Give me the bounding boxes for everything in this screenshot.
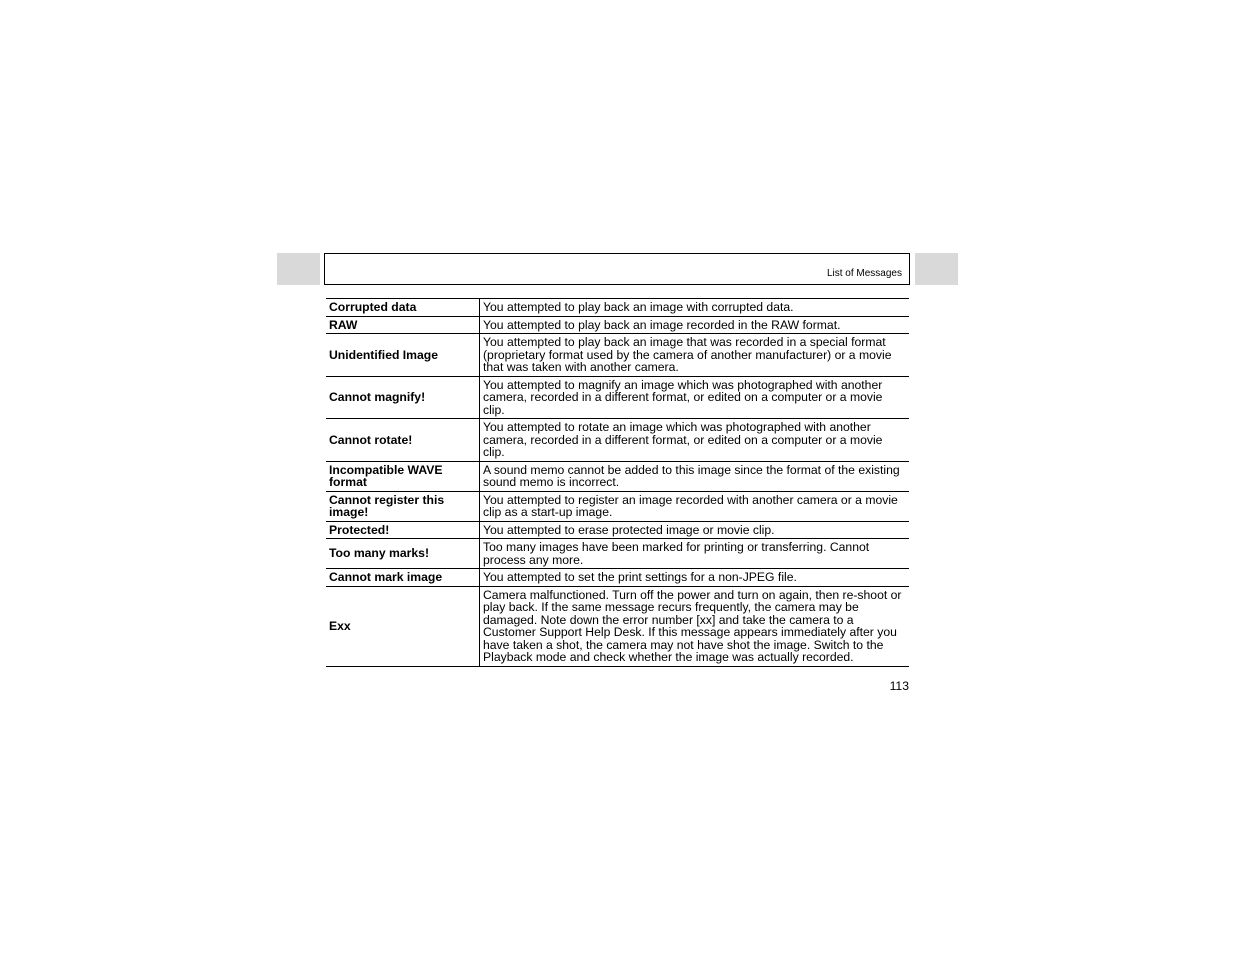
message-name: Cannot rotate! [326, 419, 480, 462]
message-description: You attempted to erase protected image or movie clip. [480, 521, 910, 539]
message-description: You attempted to play back an image with corrupted data. [480, 299, 910, 317]
message-name: Cannot mark image [326, 569, 480, 587]
message-name: Cannot magnify! [326, 376, 480, 419]
table-row [326, 299, 909, 317]
message-description: Camera malfunctioned. Turn off the power and turn on again, then re-shoot or play back. If the same message recurs frequently, the camera may be damaged. Note down the error number [xx] and take the camera to a Customer Support Help Desk. If this message appears immediately after you have taken a shot, the camera may not have shot the image. Switch to the Playback mode and check whether the image was actually recorded. [480, 586, 910, 666]
page-header [324, 253, 910, 285]
message-name: Corrupted data [326, 299, 480, 317]
table-row [326, 419, 909, 462]
table-row [326, 316, 909, 334]
table-row [326, 569, 909, 587]
right-edge-tab [915, 253, 958, 285]
message-name: RAW [326, 316, 480, 334]
table-row [326, 539, 909, 569]
message-name: Exx [326, 586, 480, 666]
section-title: List of Messages [826, 268, 902, 279]
message-description: You attempted to rotate an image which was photographed with another camera, recorded in a different format, or edited on a computer or a movie clip. [480, 419, 910, 462]
message-name: Protected! [326, 521, 480, 539]
message-description: You attempted to play back an image that was recorded in a special format (proprietary format used by the camera of another manufacturer) or a movie that was taken with another camera. [480, 334, 910, 377]
table-row [326, 491, 909, 521]
left-edge-tab [277, 253, 320, 285]
message-table [326, 298, 909, 667]
message-name: Cannot register this image! [326, 491, 480, 521]
table-row [326, 521, 909, 539]
table-row [326, 376, 909, 419]
message-description: You attempted to magnify an image which was photographed with another camera, recorded in a different format, or edited on a computer or a movie clip. [480, 376, 910, 419]
message-description: A sound memo cannot be added to this image since the format of the existing sound memo is incorrect. [480, 461, 910, 491]
message-description: Too many images have been marked for printing or transferring. Cannot process any more. [480, 539, 910, 569]
page-number: 113 [889, 679, 909, 693]
table-row [326, 334, 909, 377]
table-row [326, 586, 909, 666]
message-description: You attempted to set the print settings for a non-JPEG file. [480, 569, 910, 587]
message-description: You attempted to register an image recorded with another camera or a movie clip as a start-up image. [480, 491, 910, 521]
table-row [326, 461, 909, 491]
message-name: Unidentified Image [326, 334, 480, 377]
message-description: You attempted to play back an image recorded in the RAW format. [480, 316, 910, 334]
message-name: Too many marks! [326, 539, 480, 569]
message-name: Incompatible WAVE format [326, 461, 480, 491]
